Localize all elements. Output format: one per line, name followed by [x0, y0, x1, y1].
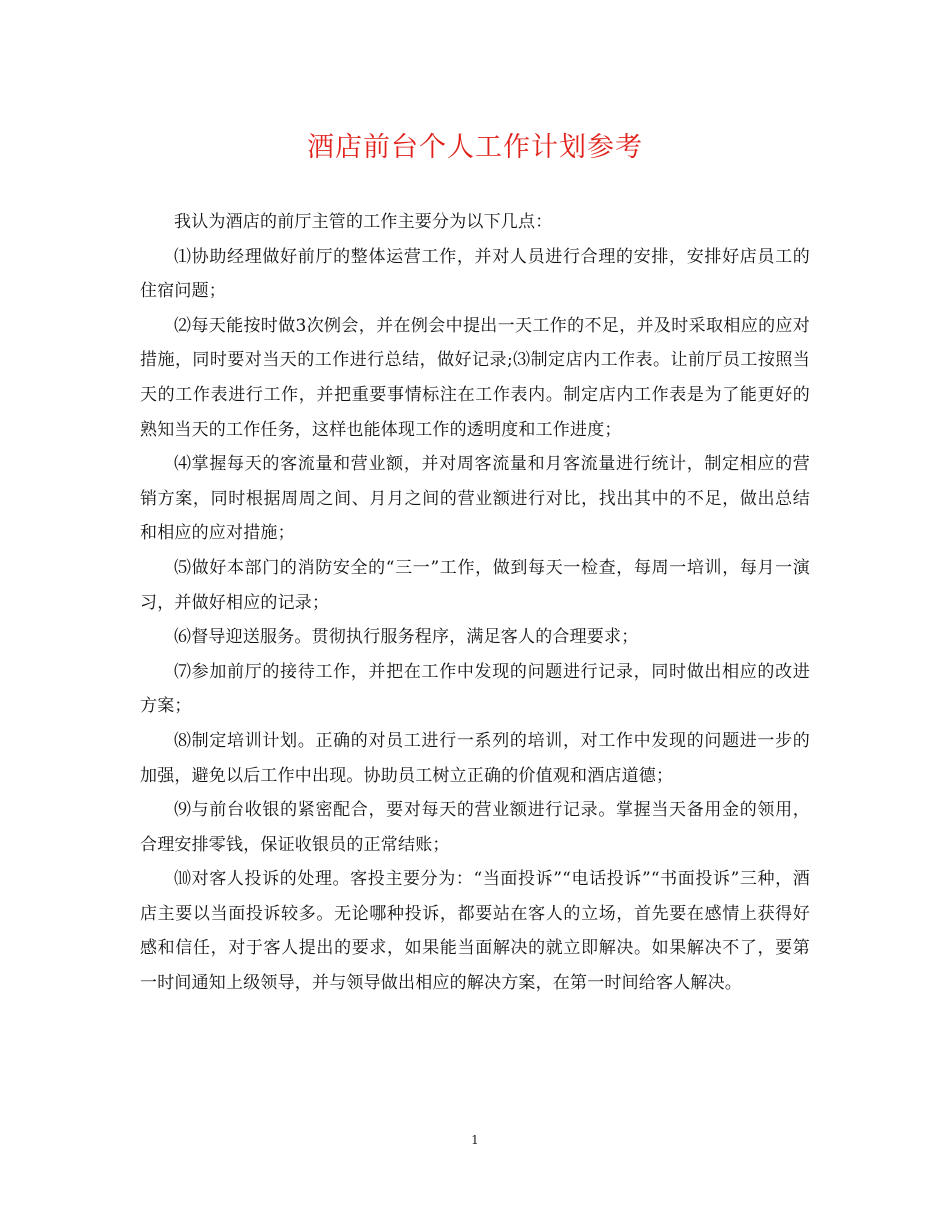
- document-title: 酒店前台个人工作计划参考: [307, 132, 643, 163]
- paragraph-item-7: ⑺参加前厅的接待工作，并把在工作中发现的问题进行记录，同时做出相应的改进方案；: [140, 661, 810, 717]
- paragraph-item-9: ⑼与前台收银的紧密配合，要对每天的营业额进行记录。掌握当天备用金的领用，合理安排零钱，保证收银员的正常结账；: [140, 800, 810, 855]
- paragraph-item-1: ⑴协助经理做好前厅的整体运营工作，并对人员进行合理的安排，安排好店员工的住宿问题；: [140, 246, 810, 302]
- paragraph-item-8: ⑻制定培训计划。正确的对员工进行一系列的培训，对工作中发现的问题进一步的加强，避免以后工作中出现。协助员工树立正确的价值观和酒店道德；: [140, 730, 810, 786]
- page-number: 1: [471, 1133, 479, 1147]
- paragraph-item-2-3: ⑵每天能按时做3次例会，并在例会中提出一天工作的不足，并及时采取相应的应对措施，同时要对当天的工作进行总结，做好记录;⑶制定店内工作表。让前厅员工按照当天的工作表进行工作，并把重要事情标注在工作表内。制定店内工作表是为了能更好的熟知当天的工作任务，这样也能体现工作的透明度和工作进度；: [140, 315, 810, 440]
- paragraph-item-5: ⑸做好本部门的消防安全的“三一”工作，做到每天一检查，每周一培训，每月一演习，并做好相应的记录；: [140, 557, 810, 613]
- document-body: [140, 205, 810, 1001]
- paragraph-intro: 我认为酒店的前厅主管的工作主要分为以下几点：: [174, 212, 553, 232]
- paragraph-item-10: ⑽对客人投诉的处理。客投主要分为：“当面投诉”“电话投诉”“书面投诉”三种，酒店主要以当面投诉较多。无论哪种投诉，都要站在客人的立场，首先要在感情上获得好感和信任，对于客人提出的要求，如果能当面解决的就立即解决。如果解决不了，要第一时间通知上级领导，并与领导做出相应的解决方案，在第一时间给客人解决。: [140, 869, 810, 994]
- paragraph-item-6: ⑹督导迎送服务。贯彻执行服务程序，满足客人的合理要求；: [174, 627, 639, 648]
- paragraph-item-4: ⑷掌握每天的客流量和营业额，并对周客流量和月客流量进行统计，制定相应的营销方案，同时根据周周之间、月月之间的营业额进行对比，找出其中的不足，做出总结和相应的应对措施；: [140, 454, 810, 544]
